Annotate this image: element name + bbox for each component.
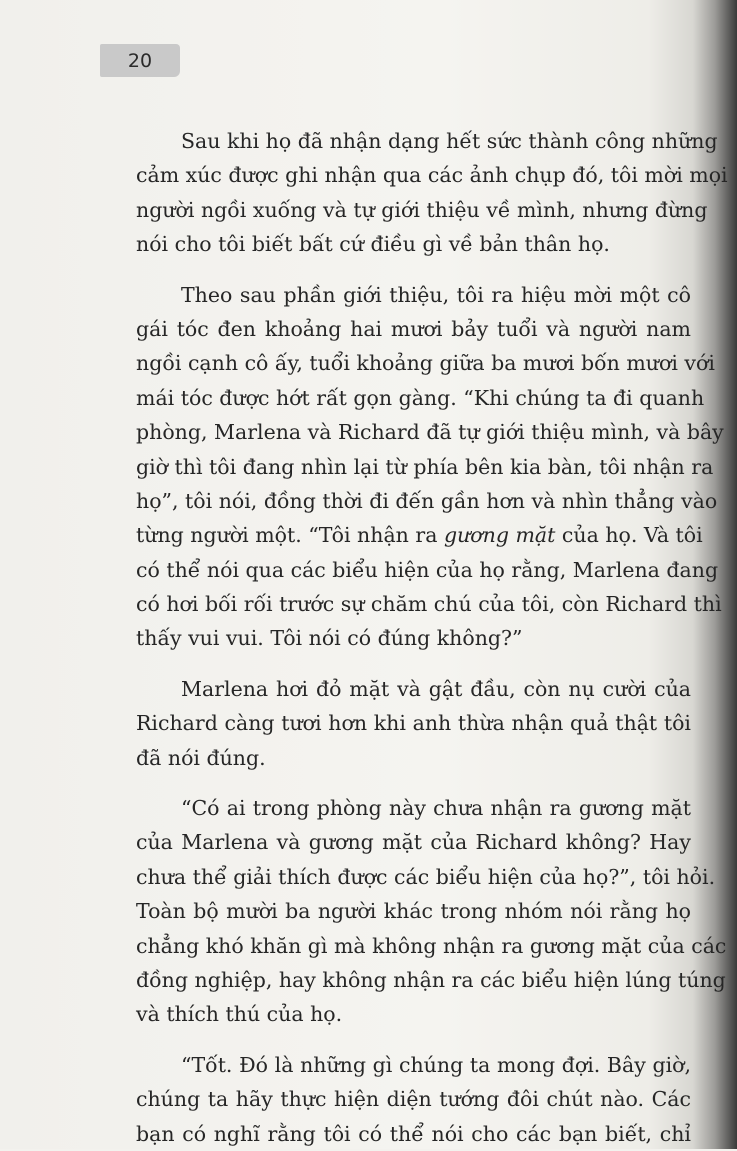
text-line: mái tóc được hớt rất gọn gàng. “Khi chúng ta đi quanh [136,385,705,410]
text-line: Sau khi họ đã nhận dạng hết sức thành công những [181,129,718,153]
paragraph-1 [136,124,728,262]
text-line: “Tốt. Đó là những gì chúng ta mong đợi. Bây giờ, [181,1052,691,1077]
text-line: đồng nghiệp, hay không nhận ra các biểu hiện lúng túng [136,967,726,992]
text-line: bạn có nghĩ rằng tôi có thể nói cho các bạn biết, chỉ [136,1121,691,1146]
text-line: giờ thì tôi đang nhìn lại từ phía bên kia bàn, tôi nhận ra [136,454,714,479]
paragraph-4 [136,791,727,1032]
text-line: phòng, Marlena và Richard đã tự giới thiệu mình, và bây [136,420,724,445]
text-line: Richard càng tươi hơn khi anh thừa nhận quả thật tôi [136,711,691,736]
text-segment: từng người một. “Tôi nhận ra [136,523,444,548]
text-line: chẳng khó khăn gì mà không nhận ra gương mặt của các [136,933,727,958]
text-line: có thể nói qua các biểu hiện của họ rằng, Marlena đang [136,557,719,582]
text-line: Marlena hơi đỏ mặt và gật đầu, còn nụ cười của [181,676,691,701]
paragraph-5 [136,1048,691,1151]
text-line: Theo sau phần giới thiệu, tôi ra hiệu mời một cô [181,282,691,307]
text-line: cảm xúc được ghi nhận qua các ảnh chụp đó, tôi mời mọi [136,163,728,188]
text-line-with-italic [136,518,703,552]
text-line: nói cho tôi biết bất cứ điều gì về bản thân họ. [136,232,610,257]
text-line: ngồi cạnh cô ấy, tuổi khoảng giữa ba mươi bốn mươi với [136,351,715,376]
body-text [136,124,728,1151]
text-line: “Có ai trong phòng này chưa nhận ra gương mặt [181,796,691,821]
text-line: người ngồi xuống và tự giới thiệu về mình, nhưng đừng [136,197,708,222]
text-line: Toàn bộ mười ba người khác trong nhóm nói rằng họ [136,899,691,924]
text-line: và thích thú của họ. [136,1002,343,1027]
paragraph-2 [136,278,724,656]
text-line: chúng ta hãy thực hiện diện tướng đôi chút nào. Các [136,1087,691,1112]
text-line: của Marlena và gương mặt của Richard không? Hay [136,830,691,855]
text-segment: của họ. Và tôi [555,523,703,548]
text-line: đã nói đúng. [136,745,266,770]
paragraph-3 [136,672,691,775]
text-line: thấy vui vui. Tôi nói có đúng không?” [136,626,523,651]
text-line: có hơi bối rối trước sự chăm chú của tôi, còn Richard thì [136,592,722,617]
italic-phrase: gương mặt [443,523,556,548]
page-number-tab [100,44,180,77]
text-line: gái tóc đen khoảng hai mươi bảy tuổi và người nam [136,316,691,341]
text-line: họ”, tôi nói, đồng thời đi đến gần hơn và nhìn thẳng vào [136,488,718,513]
text-line: chưa thể giải thích được các biểu hiện của họ?”, tôi hỏi. [136,864,716,889]
page-number: 20 [127,49,153,72]
